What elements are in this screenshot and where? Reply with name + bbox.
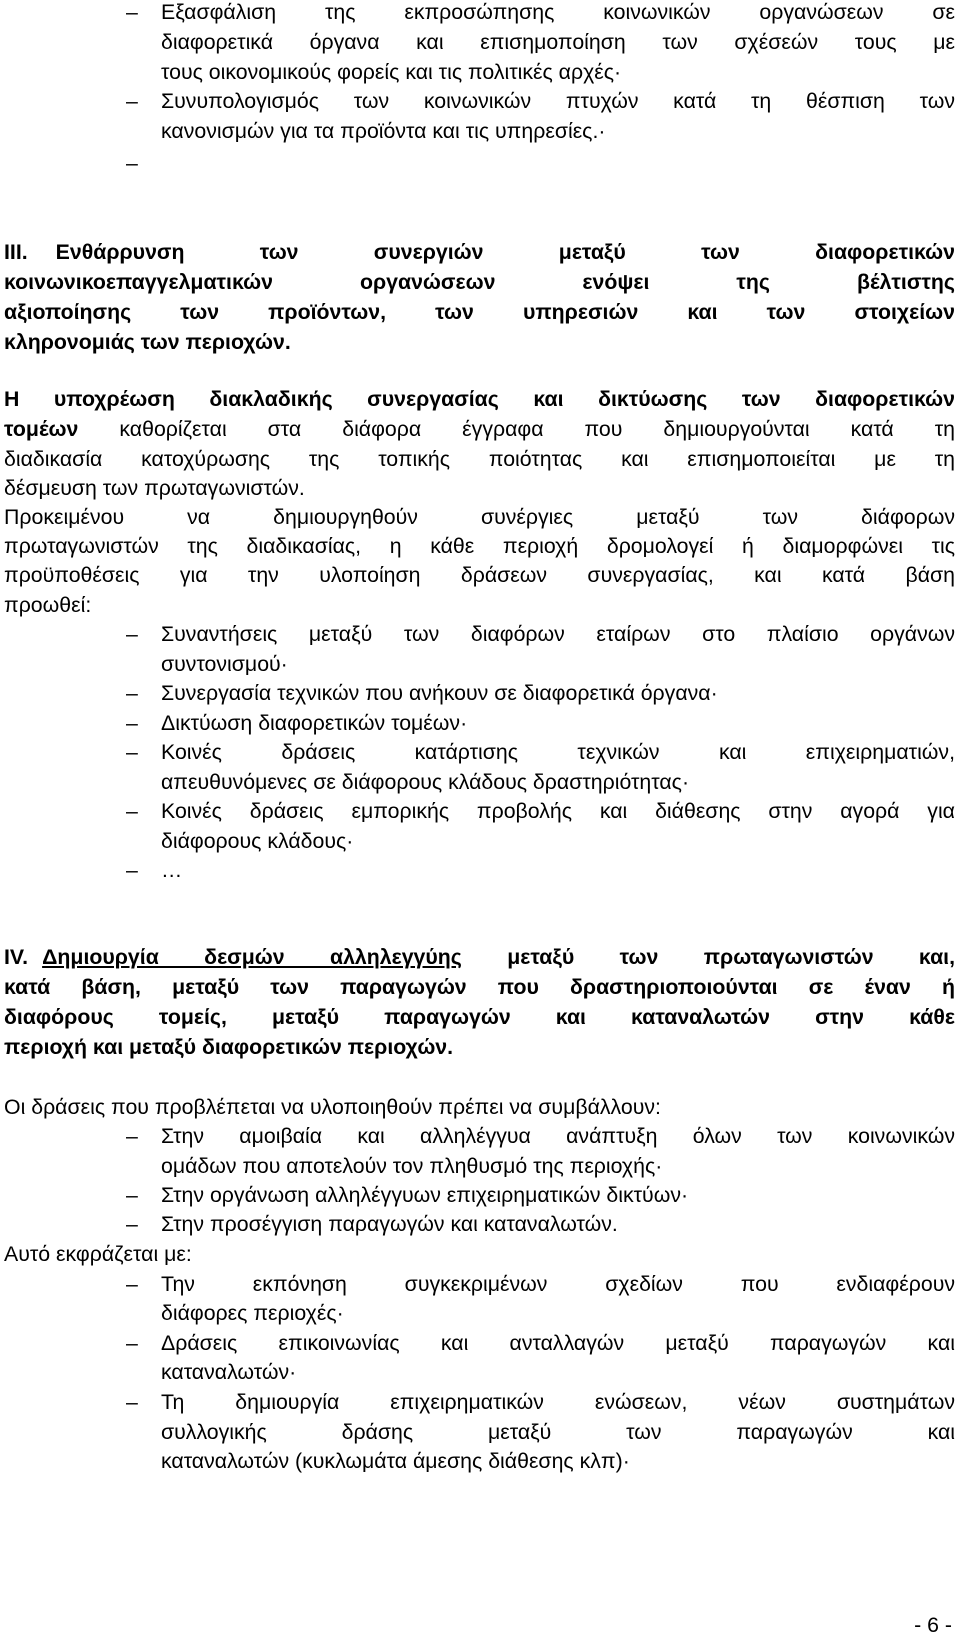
section-heading-line: κοινωνικοεπαγγελματικών οργανώσεων ενόψει της βέλτιστης xyxy=(4,270,955,294)
section-heading-line: περιοχή και μεταξύ διαφορετικών περιοχών. xyxy=(4,1035,454,1059)
section-heading-text: μεταξύ των πρωταγωνιστών και, xyxy=(461,945,955,969)
list-item-line: διαφορετικά όργανα και επισημοποίηση των σχέσεών τους με xyxy=(161,30,955,54)
list-item-line: κανονισμών για τα προϊόντα και τις υπηρεσίες.· xyxy=(161,119,606,143)
section-heading-line xyxy=(4,945,955,970)
list-item-line: καταναλωτών· xyxy=(161,1360,297,1384)
paragraph-line xyxy=(4,417,955,442)
section-heading-line: κατά βάση, μεταξύ των παραγωγών που δραστηριοποιούνται σε έναν ή xyxy=(4,975,955,999)
bold-text: τομέων xyxy=(4,417,79,441)
paragraph-line: δέσμευση των πρωταγωνιστών. xyxy=(4,476,305,500)
list-item-line: Συνυπολογισμός των κοινωνικών πτυχών κατά τη θέσπιση των xyxy=(161,89,955,113)
paragraph-line: πρωταγωνιστών της διαδικασίας, η κάθε περιοχή δρομολογεί ή διαμορφώνει τις xyxy=(4,534,955,558)
list-item-line: τους οικονομικούς φορείς και τις πολιτικές αρχές· xyxy=(161,60,622,84)
page-number: - 6 - xyxy=(914,1613,952,1637)
list-dash: – xyxy=(126,1331,138,1355)
list-item-line: Δικτύωση διαφορετικών τομέων· xyxy=(161,711,468,735)
list-dash: – xyxy=(126,1390,138,1414)
paragraph-line: Αυτό εκφράζεται με: xyxy=(4,1242,192,1266)
section-heading-text: Ενθάρρυνση των συνεργιών μεταξύ των διαφορετικών xyxy=(55,240,955,264)
list-item-line: διάφορους κλάδους· xyxy=(161,829,354,853)
list-item-line: … xyxy=(161,858,183,882)
list-item-line: συντονισμού· xyxy=(161,652,288,676)
list-item-line: Εξασφάλιση της εκπροσώπησης κοινωνικών οργανώσεων σε xyxy=(161,0,955,24)
list-dash: – xyxy=(126,1124,138,1148)
list-dash: – xyxy=(126,681,138,705)
list-dash: – xyxy=(126,858,138,882)
list-item-line: Στην οργάνωση αλληλέγγυων επιχειρηματικών δικτύων· xyxy=(161,1183,689,1207)
list-item-line: Κοινές δράσεις κατάρτισης τεχνικών και επιχειρηματιών, xyxy=(161,740,955,764)
list-dash: – xyxy=(126,740,138,764)
list-dash: – xyxy=(126,799,138,823)
list-item-line: Τη δημιουργία επιχειρηματικών ενώσεων, νέων συστημάτων xyxy=(161,1390,955,1414)
list-dash: – xyxy=(126,151,138,175)
list-item-line: συλλογικής δράσης μεταξύ των παραγωγών και xyxy=(161,1420,955,1444)
list-item-line: καταναλωτών (κυκλωμάτα άμεσης διάθεσης κλπ)· xyxy=(161,1449,630,1473)
list-item-line: Συνεργασία τεχνικών που ανήκουν σε διαφορετικά όργανα· xyxy=(161,681,718,705)
section-numeral: III. xyxy=(4,240,28,264)
list-dash: – xyxy=(126,1272,138,1296)
list-item-line: Στην προσέγγιση παραγωγών και καταναλωτών. xyxy=(161,1212,618,1236)
section-heading-line: αξιοποίησης των προϊόντων, των υπηρεσιών και των στοιχείων xyxy=(4,300,955,324)
list-item-line: ομάδων που αποτελούν τον πληθυσμό της περιοχής· xyxy=(161,1154,663,1178)
list-dash: – xyxy=(126,1183,138,1207)
paragraph-line: διαδικασία κατοχύρωσης της τοπικής ποιότητας και επισημοποιείται με τη xyxy=(4,447,955,471)
paragraph-line: Οι δράσεις που προβλέπεται να υλοποιηθούν πρέπει να συμβάλλουν: xyxy=(4,1095,661,1119)
section-heading-line xyxy=(4,240,955,265)
list-dash: – xyxy=(126,0,138,24)
list-dash: – xyxy=(126,711,138,735)
list-item-line: Δράσεις επικοινωνίας και ανταλλαγών μεταξύ παραγωγών και xyxy=(161,1331,955,1355)
list-item-line: Κοινές δράσεις εμπορικής προβολής και διάθεσης στην αγορά για xyxy=(161,799,955,823)
paragraph-line: προωθεί: xyxy=(4,593,92,617)
section-numeral: IV. xyxy=(4,945,29,969)
list-dash: – xyxy=(126,89,138,113)
list-item-line: Στην αμοιβαία και αλληλέγγυα ανάπτυξη όλων των κοινωνικών xyxy=(161,1124,955,1148)
paragraph-line: προϋποθέσεις για την υλοποίηση δράσεων συνεργασίας, και κατά βάση xyxy=(4,563,955,587)
section-heading-line: κληρονομιάς των περιοχών. xyxy=(4,330,291,354)
list-item-line: απευθυνόμενες σε διάφορους κλάδους δραστηριότητας· xyxy=(161,770,690,794)
list-dash: – xyxy=(126,622,138,646)
list-dash: – xyxy=(126,1212,138,1236)
section-heading-underlined: Δημιουργία δεσμών αλληλεγγύης xyxy=(42,945,462,969)
list-item-line: Συναντήσεις μεταξύ των διαφόρων εταίρων στο πλαίσιο οργάνων xyxy=(161,622,955,646)
paragraph-line: Η υποχρέωση διακλαδικής συνεργασίας και δικτύωσης των διαφορετικών xyxy=(4,387,955,411)
section-heading-line: διαφόρους τομείς, μεταξύ παραγωγών και καταναλωτών στην κάθε xyxy=(4,1005,955,1029)
paragraph-line: Προκειμένου να δημιουργηθούν συνέργιες μεταξύ των διάφορων xyxy=(4,505,955,529)
paragraph-text: καθορίζεται στα διάφορα έγγραφα που δημιουργούνται κατά τη xyxy=(78,417,955,441)
list-item-line: διάφορες περιοχές· xyxy=(161,1301,344,1325)
list-item-line: Την εκπόνηση συγκεκριμένων σχεδίων που ενδιαφέρουν xyxy=(161,1272,955,1296)
